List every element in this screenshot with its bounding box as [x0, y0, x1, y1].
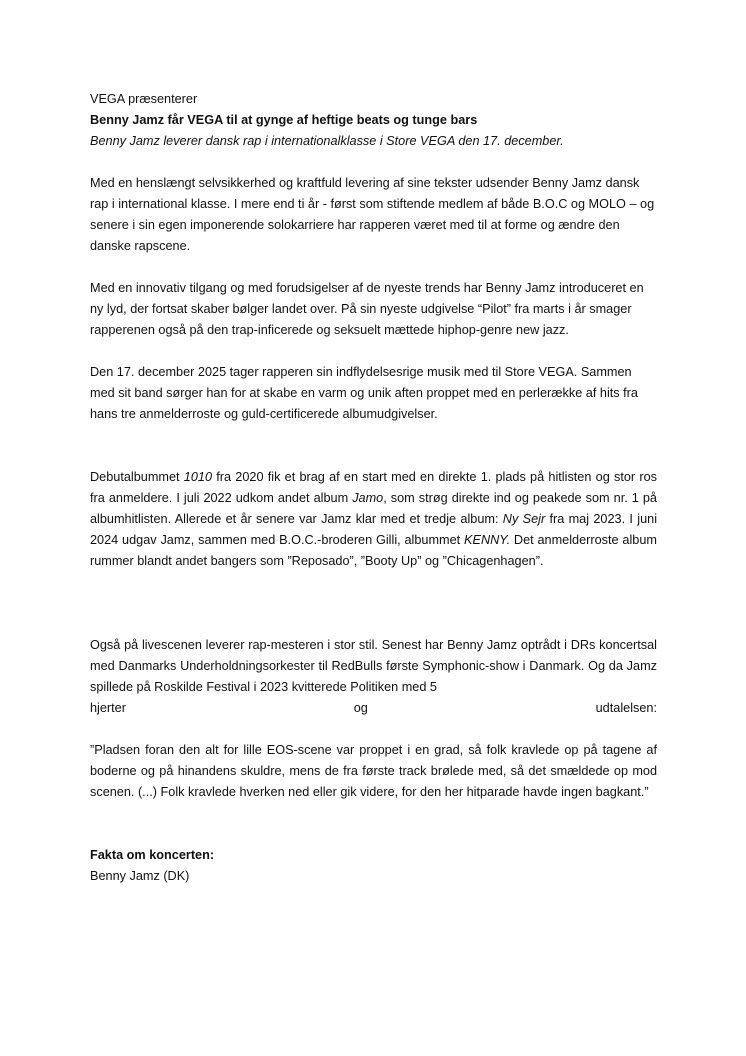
live-last-line — [90, 698, 657, 719]
paragraph-sound: Med en innovativ tilgang og med forudsigelser af de nyeste trends har Benny Jamz introduceret en ny lyd, der fortsat skaber bølger landet over. På sin nyeste udgivelse “Pilot” fra marts i år smager rapperenen også på den trap-inficerede og seksuelt mættede hiphop-genre new jazz. — [90, 281, 644, 337]
facts-heading: Fakta om koncerten: — [90, 848, 215, 862]
live-word-udtalelsen: udtalelsen: — [595, 701, 657, 715]
paragraph-concert: Den 17. december 2025 tager rapperen sin indflydelsesrige musik med til Store VEGA. Sammen med sit band sørger han for at skabe en varm og unik aften proppet med en perlerække af hits fra hans tre anmelderroste og guld-certificerede albumudgivelser. — [90, 365, 638, 421]
press-release-page — [90, 89, 657, 887]
live-word-hjerter: hjerter — [90, 701, 126, 715]
albums-text-4: fra maj 2023. I juni 2024 udgav Jamz, sammen med B.O.C.-broderen Gilli, albummet — [90, 512, 658, 547]
review-quote: ”Pladsen foran den alt for lille EOS-scene var proppet i en grad, så folk kravlede op på tagene af boderne og på hinandens skuldre, mens de fra første track brølede med, så det smældede op mod scenen. (...) Folk kravlede hverken ned eller gik videre, for den her hitparade havde ingen bagkant.” — [90, 743, 657, 799]
albums-text-5: Det anmelderroste album rummer blandt andet bangers som ”Reposado”, ”Booty Up” og ”Chicagenhagen”. — [90, 533, 657, 568]
album-title-kenny: KENNY. — [464, 533, 511, 547]
album-title-jamo: Jamo — [352, 491, 384, 505]
paragraph-albums — [90, 467, 657, 572]
headline: Benny Jamz får VEGA til at gynge af heftige beats og tunge bars — [90, 113, 478, 127]
paragraph-live — [90, 635, 657, 719]
paragraph-intro: Med en henslængt selvsikkerhed og kraftfuld levering af sine tekster udsender Benny Jamz dansk rap i international klasse. I mere end ti år - først som stiftende medlem af både B.O.C og MOLO – og senere i sin egen imponerende solokarriere har rapperen været med til at forme og ændre den danske rapscene. — [90, 176, 655, 253]
presenter-line: VEGA præsenterer — [90, 92, 198, 106]
album-title-ny-sejr: Ny Sejr — [502, 512, 546, 526]
live-text: Også på livescenen leverer rap-mesteren i stor stil. Senest har Benny Jamz optrådt i DRs koncertsal med Danmarks Underholdningsorkester til RedBulls første Symphonic-show i Danmark. Og da Jamz spillede på Roskilde Festival i 2023 kvitterede Politiken med 5 — [90, 638, 657, 694]
album-title-1010: 1010 — [183, 470, 213, 484]
albums-text-3: , som strøg direkte ind og peakede som nr. 1 på albumhitlisten. Allerede et år senere var Jamz klar med et tredje album: — [90, 491, 657, 526]
live-word-og: og — [353, 701, 368, 715]
facts-artist: Benny Jamz (DK) — [90, 869, 190, 883]
subheadline: Benny Jamz leverer dansk rap i internationalklasse i Store VEGA den 17. december. — [90, 134, 564, 148]
albums-text-1: Debutalbummet — [90, 470, 184, 484]
albums-text-2: fra 2020 fik et brag af en start med en direkte 1. plads på hitlisten og stor ros fra anmeldere. I juli 2022 udkom andet album — [90, 470, 657, 505]
